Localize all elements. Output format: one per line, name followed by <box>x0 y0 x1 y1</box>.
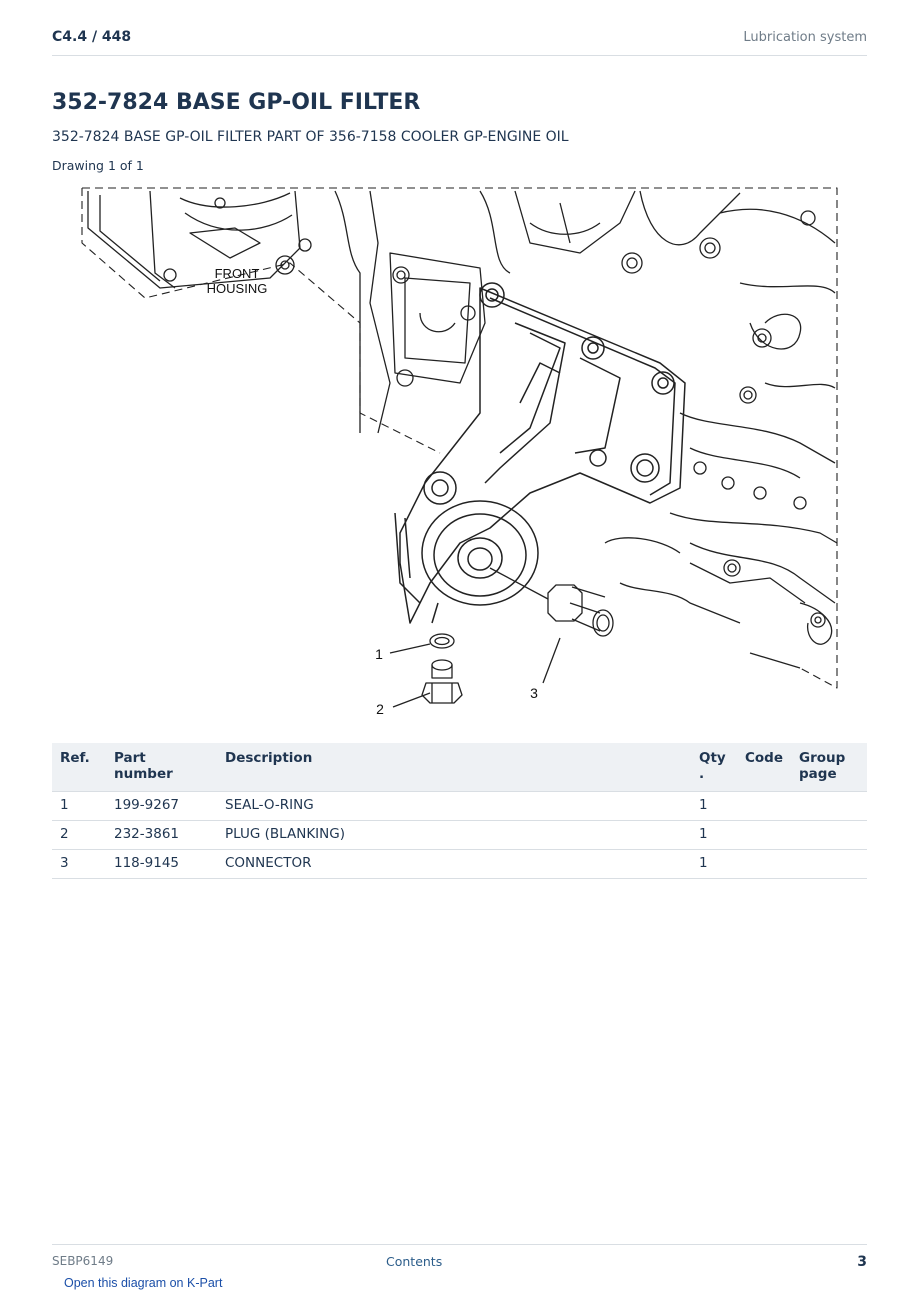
callout-1-number: 1 <box>375 646 383 662</box>
row-description: CONNECTOR <box>217 850 691 879</box>
header-group-line2: page <box>799 766 837 782</box>
page-header <box>52 28 867 56</box>
header-group-page <box>791 743 867 792</box>
row-ref: 3 <box>52 850 106 879</box>
open-in-kpart-link[interactable]: Open this diagram on K-Part <box>64 1276 223 1290</box>
header-qty-line1: Qty <box>699 750 726 766</box>
header-group-line1: Group <box>799 750 846 766</box>
page-number: 3 <box>857 1254 867 1270</box>
oil-filter-base <box>395 283 685 623</box>
header-ref: Ref. <box>52 743 106 792</box>
row-group-page <box>791 792 867 821</box>
row-description: PLUG (BLANKING) <box>217 821 691 850</box>
section-name: Lubrication system <box>743 30 867 45</box>
header-description: Description <box>217 743 691 792</box>
row-part-number: 118-9145 <box>106 850 217 879</box>
row-group-page <box>791 850 867 879</box>
row-code <box>737 821 791 850</box>
callout-2-number: 2 <box>376 701 384 717</box>
header-qty-line2: . <box>699 766 705 782</box>
header-qty <box>691 743 737 792</box>
table-row <box>52 792 867 821</box>
table-row <box>52 821 867 850</box>
row-description: SEAL-O-RING <box>217 792 691 821</box>
footer-document-number: SEBP6149 <box>52 1254 114 1268</box>
row-ref: 1 <box>52 792 106 821</box>
drawing-label: Drawing 1 of 1 <box>52 158 144 173</box>
seal-o-ring-part <box>430 634 454 648</box>
document-code: C4.4 / 448 <box>52 29 132 45</box>
parts-table-header-row <box>52 743 867 792</box>
page-title: 352-7824 BASE GP-OIL FILTER <box>52 90 421 115</box>
page-footer <box>52 1244 867 1275</box>
header-code: Code <box>737 743 791 792</box>
row-group-page <box>791 821 867 850</box>
row-code <box>737 850 791 879</box>
callout-1-leader <box>390 644 430 653</box>
row-part-number: 199-9267 <box>106 792 217 821</box>
row-qty: 1 <box>691 850 737 879</box>
page-subtitle: 352-7824 BASE GP-OIL FILTER PART OF 356-7158 COOLER GP-ENGINE OIL <box>52 129 569 145</box>
parts-table <box>52 743 867 879</box>
contents-link[interactable]: Contents <box>386 1254 443 1269</box>
header-part-number: Part number <box>106 743 217 792</box>
row-ref: 2 <box>52 821 106 850</box>
callout-3-number: 3 <box>530 685 538 701</box>
front-housing-label-line1: FRONT <box>214 266 260 281</box>
front-housing-outline <box>88 191 311 288</box>
connector-part <box>490 568 613 636</box>
engine-block-outline <box>335 191 837 668</box>
row-code <box>737 792 791 821</box>
table-row <box>52 850 867 879</box>
front-housing-label-line2: HOUSING <box>206 281 268 296</box>
callout-3-leader <box>543 638 560 683</box>
row-qty: 1 <box>691 821 737 850</box>
row-part-number: 232-3861 <box>106 821 217 850</box>
callout-2-leader <box>393 693 430 707</box>
row-qty: 1 <box>691 792 737 821</box>
plug-blanking-part <box>422 660 462 703</box>
parts-diagram <box>60 183 860 728</box>
